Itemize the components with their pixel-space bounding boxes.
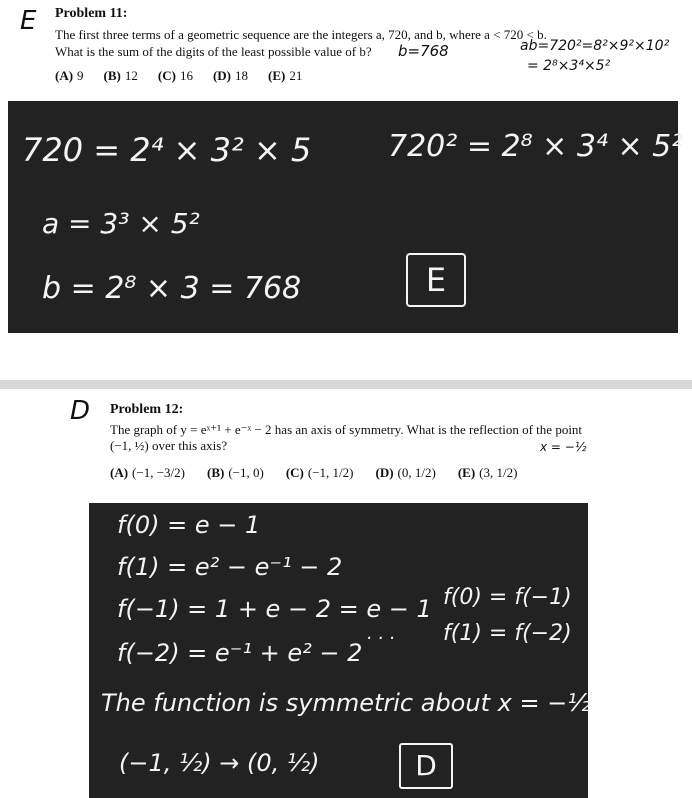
problem-11-choices — [55, 68, 302, 84]
choice-a: (A) (−1, −3/2) — [110, 465, 185, 480]
choice-d: (D) 18 — [212, 68, 248, 83]
board1-line-a: a = 3³ × 5² — [42, 207, 200, 240]
choice-b: (B) 12 — [103, 68, 138, 83]
answer-mark-p11: E — [20, 6, 37, 36]
board2-right-eq1: f(0) = f(−1) — [443, 585, 572, 610]
board2-symmetry-statement: The function is symmetric about x = −½ — [101, 689, 591, 717]
choice-c: (C) 16 — [157, 68, 193, 83]
problem-11-text-line1: The first three terms of a geometric sequence are the integers a, 720, and b, where a < 720 < b. — [55, 27, 547, 42]
problem-12-choices — [110, 465, 517, 481]
solution-board-1 — [8, 101, 684, 333]
board1-line-b: b = 2⁸ × 3 = 768 — [42, 271, 302, 306]
board2-line-fneg1: f(−1) = 1 + e − 2 = e − 1 — [117, 595, 432, 623]
board2-line-f0: f(0) = e − 1 — [117, 511, 261, 539]
handwritten-note-axis: x = −½ — [540, 440, 587, 454]
choice-b: (B) (−1, 0) — [206, 465, 264, 480]
problem-11-title: Problem 11: — [55, 6, 128, 21]
handwritten-note-ab: ab=720²=8²×9²×10² — [520, 38, 670, 54]
board2-reflection: (−1, ½) → (0, ½) — [119, 749, 320, 777]
problem-12-title: Problem 12: — [110, 402, 184, 417]
board2-line-fneg2: f(−2) = e⁻¹ + e² − 2 — [117, 639, 363, 667]
board2-right-eq2: f(1) = f(−2) — [443, 621, 572, 646]
board1-boxed-answer: E — [406, 253, 466, 307]
problem-12-text-line1: The graph of y = eˣ⁺¹ + e⁻ˣ − 2 has an axis of symmetry. What is the reflection of the point — [110, 422, 583, 437]
choice-e: (E) 21 — [267, 68, 303, 83]
board2-dots: . . . — [367, 623, 396, 644]
choice-a: (A) 9 — [55, 68, 84, 83]
answer-mark-p12: D — [70, 396, 91, 426]
choice-c: (C) (−1, 1/2) — [285, 465, 354, 480]
board2-line-f1: f(1) = e² − e⁻¹ − 2 — [117, 553, 343, 581]
solution-board-2 — [89, 503, 591, 798]
handwritten-note-b: b=768 — [398, 42, 449, 60]
section-divider — [0, 380, 692, 389]
handwritten-note-factorization: = 2⁸×3⁴×5² — [527, 58, 611, 74]
problem-11-text-line2: What is the sum of the digits of the least possible value of b? — [55, 44, 372, 59]
board1-line-720-factor: 720 = 2⁴ × 3² × 5 — [22, 131, 312, 169]
problem-12-text-line2: (−1, ½) over this axis? — [110, 438, 228, 453]
board2-boxed-answer: D — [399, 743, 453, 789]
choice-e: (E) (3, 1/2) — [457, 465, 518, 480]
board1-line-720-squared: 720² = 2⁸ × 3⁴ × 5² — [388, 129, 684, 164]
choice-d: (D) (0, 1/2) — [375, 465, 436, 480]
